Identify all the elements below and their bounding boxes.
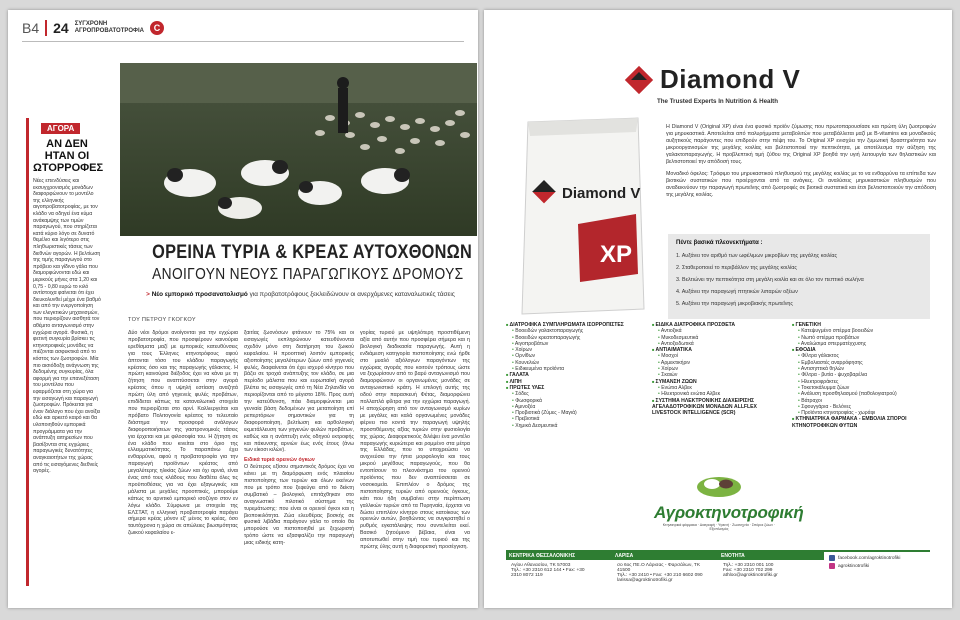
category-heading: ■ ΔΙΑΤΡΟΦΙΚΑ ΣΥΜΠΛΗΡΩΜΑΤΑ ΙΣΟΡΡΟΠΙΣΤΕΣ (506, 322, 634, 328)
category-item: • Ηλεκτροφράκτες (792, 379, 920, 385)
page-number: B4 (22, 20, 40, 36)
headline-secondary: ΑΝΟΙΓΟΥΝ ΝΕΟΥΣ ΠΑΡΑΓΩΓΙΚΟΥΣ ΔΡΟΜΟΥΣ (152, 266, 464, 283)
benefit-item: 2. Σταθεροποιεί το περιβάλλον της μεγάλης κοιλίας (676, 265, 797, 271)
contact-footer (506, 550, 930, 592)
article-column-1 (128, 330, 238, 539)
product-categories-column-3 (792, 322, 920, 429)
category-item: • Σκαιών (652, 372, 780, 378)
category-item: • Αμινοξέα (506, 404, 634, 410)
paragraph: ξαιτίας ζωονόσων φτάνουν το 75% και οι εισαγωγές εκπληρώνουν κατευθύνονται σχεδόν μόνο στη διατήρηση του ζωικού κεφαλαίου. Η προοπτική λοιπόν εμπορικής αξιοποίησης μεγαλύτερων ζώων από γηγενείς φυλές, διαφαίνεται ότι έχει ισχυρό κίνητρο που βάζει σε τροχιά ανάπτυξης τον κλάδο, σε μια περίοδο μάλιστα που και ευρωπαϊκή αγορά βλέπει τις εισαγωγές από τη Νέα Ζηλανδία να περιορίζονται από το μέγιστο 18%. Προς αυτή την κατεύθυνση, πάει διαμορφώνεται μια γενναία βάση δεδομένων για μεταποίηση επί ρεπερτόριων σημαντικών για τη διαφοροποίηση, βελτίωση και αρθολογική εκμετάλλευση των γηγενών φυλών προβάτων, καθώς και η ανάπτυξη ενός οδηγού εκτροφής και πάκυνσης αρνιών έως ενός έτους (άνω των είκοσι κιλών). (244, 330, 354, 454)
category-item: • Βάτραχοι (792, 398, 920, 404)
footer-branch-larisa: ΛΑΡΙΣΑ σο 6ος ΠΕ.Ο Λάρισας - Φαρσάλων, ΤΚ 41500 Τηλ.: +30 2410 • Fax: +30 210 6602 090 larissa@agroktinotrofiki.gr (612, 552, 718, 592)
lead-text: για προβατοτρόφους ξεκλειδώνουν οι ανερχόμενες καταναλωτικές τάσεις (249, 291, 455, 298)
product-categories-column-1 (506, 322, 634, 429)
paragraph: γορίας τυριού με υψηλότερη προστιθέμενη αξία από αυτήν που προσφέρει σήμερα και η βιολογική διαδικασία παραγωγής. Αυτή η ενδιάμεση κατηγορία πιστοποίησης ενώ ήρθε στο μυαλό αξιόλογων παραγόντων της εγχώριας αγοράς που κοιτούν τρόπους ώστε να ξεχωρίσουν από το βαρύ ανταγωνισμό που διαμορφώνουν οι οργανωμένες μονάδες σε ανταγωνιστικό κράτη. Η επιλογή αυτής της οδού στην παρασκευή Φέτας, διαμορφώνει πολλαπλά φίλτρα για την εγχώρια παραγωγή. Η αποχώρηση από τον ανταγωνισμό κυρίων με μεγάλες και καλά οργανωμένες μονάδες φέρνει πιο κοντά την παραγωγή υψηλής προστιθέμενης αξίας τυριών στην φυσιολογία της χώρας. Διαφορετικούς διλέψει ένα μοντέλο παραγωγής κυριώτερα και ρομμένο στα μέτρα της Ελλάδας, που το υποχρεώσει να ανιχνεύσει την ήπια μορφολογία και τους μικρού μεγέθους παραγωγούς, που θα εντοπίσουν το πλεονέκτημα του ορεινού προϊόντος που δεν αναπτύσσεται σε νοσοκομεία. Επιπλέον ο δρόμος της πιστοποίησης τυριών από ορεινούς όγκους, κάτι που ήδη συμβαίνει στην περίπτωση γαλλικών τυριών από τα Πυρηναία, έρχεται να δώσει επιπλέον κίνητρο στους κατοίκους των ορεινών αυτών, βοηθώντας να συγκρατηθεί ο ρυθμός εγκατάλειψης που συντελείται εκεί. Βασικό ζητούμενο βέβαια, είναι να αποτυπωθεί στην τιμή του τυριού και της πρώτης ύλης αυτή η διαφορετική προσέγγιση. (360, 330, 470, 551)
benefits-list (676, 250, 922, 310)
category-heading: ■ ΓΕΝΕΤΙΚΗ (792, 322, 920, 328)
paragraph: Η Diamond V (Original XP) είναι ένα φυσικό προϊόν ζύμωσης που πρωτοπαρουσίασε και πρώτη ύλη ζωοτροφών για μηρυκαστικά. Αποτελείται από παλυρήμματα μεταβολιτών που μεταβάλλεται μαζί με B-vitamins και μοναδικούς αυξητικούς παράγοντες που επιδρούν στην πέψη του. Το Original XP ενισχύει την ζυμωτική δραστηριότητα των μικροοργανισμών της μεγάλης κοιλίας και βελτιστοποιεί την πεπτικότητα, με αποτέλεσμα την αύξηση της γαλακτοπαραγωγής. Η προβλεπτική τιμή ζύθου της Original XP βοηθά την υγιή λειτουργία των θηλαστικών και βελτιστοποιεί την απόδοσή τους. (666, 124, 936, 165)
category-item: • Τοκετοκάλυμμα ζώων (792, 385, 920, 391)
footer-branch-thessaloniki: ΚΕΝΤΡΙΚΑ ΘΕΣΣΑΛΟΝΙΚΗΣ Αγίου Αθανασίου, ΤΚ 57003 Τηλ.: +30 2310 612 144 • Fax: +30 2310 8072 119 (506, 552, 612, 592)
category-heading: ■ ΓΑΛΑΤΑ (506, 372, 634, 378)
agro-logo-text: Αγροκτηνοτροφική (654, 503, 804, 522)
lead-bold: Νέο εμπορικό προσανατολισμό (151, 291, 248, 298)
agroktinotrofiki-logo (654, 472, 804, 531)
category-heading: ■ ΕΙΔΙΚΑ ΔΙΑΤΡΟΦΙΚΑ ΠΡΟΣΘΕΤΑ (652, 322, 780, 328)
instagram-icon (829, 563, 835, 569)
category-item: • Μυκοδεσμευτικά (652, 335, 780, 341)
brand-tagline: The Trusted Experts In Nutrition & Health (657, 98, 779, 105)
article-lead (128, 291, 473, 298)
product-description (666, 124, 936, 204)
category-item: • Ενώτια Αλβεκ (652, 385, 780, 391)
category-item: • Βοοειδών κρεατοπαραγωγής (506, 335, 634, 341)
category-heading: ■ ΠΡΩΤΕΣ ΥΛΕΣ (506, 385, 634, 391)
category-item: • Αιγοπροβάτων (506, 341, 634, 347)
category-item: • Μοσχοί (652, 353, 780, 359)
product-categories-column-2 (652, 322, 780, 416)
category-item: • Νωπό σπέρμα προβάτων (792, 335, 920, 341)
bag-brand-text: Diamond V (562, 185, 641, 202)
category-item: • Χοίρων (652, 366, 780, 372)
category-heading: ■ ΣΥΣΤΗΜΑ ΗΛΕΚΤΡΟΝΙΚΗΣ ΔΙΑΧΕΙΡΙΣΗΣ ΑΓΕΛΑΔΟΤΡΟΦΙΚΩΝ ΜΟΝΑΔΩΝ ALLFLEX LIVESTOCK INTELLIGENCE (SCR) (652, 398, 780, 417)
category-item: • Προβιοτικά (Ζύμες - Μαγιά) (506, 410, 634, 416)
diamond-v-brand (624, 64, 800, 95)
article-column-3 (360, 330, 470, 553)
footer-branch-enotita: ΕΝΟΤΗΤΑ Τηλ.: +30 2310 001 100 Fax: +30 2310 702 299 athloo@agroktinotrofiki.gr (718, 552, 824, 592)
category-heading: ■ ΕΦΟΔΙΑ (792, 347, 920, 353)
benefit-item: 5. Αυξάνει την παραγωγή μικροβιακής πρωτεΐνης (676, 301, 793, 307)
benefits-box (668, 234, 930, 319)
category-item: • Σόδες (506, 391, 634, 397)
lead-arrow-icon: > (146, 291, 150, 298)
social-facebook[interactable]: facebook.com/agroktinotrofiki (829, 555, 925, 561)
category-item: • Φίλτρα - βυτία - ψυχοβαρέλια (792, 372, 920, 378)
bag-product-text: XP (600, 241, 633, 268)
category-item: • Πρεβιοτικά (506, 416, 634, 422)
facebook-icon (829, 555, 835, 561)
category-item: • Ειδικευμένα προϊόντα (506, 366, 634, 372)
category-item: • Αναλώσιμα σπερματέγχυσης (792, 341, 920, 347)
benefit-item: 3. Βελτιώνει την πεπτικότητα στη μεγάλη κοιλία και σε όλο τον πεπτικό σωλήνα (676, 277, 864, 283)
sidebar-kicker: ΑΓΟΡΑ (41, 123, 80, 134)
category-heading: ■ ΣΥΜΑΝΣΗ ΖΩΩΝ (652, 379, 780, 385)
category-item: • Αντιοξειδωτικά (652, 341, 780, 347)
benefit-item: 4. Αυξάνει την παραγωγή πτητικών λιπαρών οξέων (676, 289, 798, 295)
header-rule (22, 41, 464, 42)
page-header (22, 18, 164, 38)
category-item: • Αρμεκτικήριν (652, 360, 780, 366)
category-item: • Κουνελιών (506, 360, 634, 366)
headline-primary: ΟΡΕΙΝΑ ΤΥΡΙΑ & ΚΡΕΑΣ ΑΥΤΟΧΘΟΝΩΝ (152, 242, 473, 263)
header-divider (45, 20, 47, 36)
category-item: • Χημικά Δεσμευτικά (506, 423, 634, 429)
benefits-title: Πέντε βασικά πλεονεκτήματα : (676, 240, 763, 246)
sidebar-text: Νέες επενδύσεις και εκσυγχρονισμός μονάδων διαφορφώνουν το μοντέλο της ελληνικής αιγοπροβατοτροφίας, με τον κλάδο να οδηγεί ένα κύμα ανάκαμψης των τιμών παραγωγού, που στηρίζεται κατά κύριο λόγο σε δυνατό θεμέλιο και λιγότερο στις πληθωριστικές τάσεις των διεθνών αγορών. Η βελτίωση της τιμής παραγωγού στο πρόβειο και γίδινο γάλα που διαμορφώνονται εδώ και μερικούς μήνες στα 1,20 και 0,75 - 0,80 ευρώ το κιλό αντίστοιχα φαίνεται ότι έχει διευκολυνθεί μέχρι ένα βαθμό και από την ενεργοποίηση των ελεγκτικών μηχανισμών, που περιορίζουν αισθητά τον αθέμιτο ανταγωνισμό στην εγχώρια αγορά. Φυσικά, η φετινή συγκυρία βρίσκει τις κτηνοτροφικές μονάδες να πιέζονται ασφυκτικά από το κόστος των ζωοτροφών. Μία πιο αισιόδοξη ανάγνωση της δεδομένης συγκυρίας, όλα αφορμή για την επανεξέταση του μοντέλου που εφαρμόζεται στη χώρα για την εισαγωγή και παραγωγή ζωοτροφών. Πρόκειται για έναν διάλογο που έχει ανοίξει εδώ και αρκετό καιρό και θα υλοποιηθούν εμπορικά προγράμματα για την ανάπτυξη αιτηρεσίων που βασίζονται στις εγχώριες παραγωγικές δυνατότητες αναγκαιοτήτων της χώρας από τις εισαγόμενες διεθνείς αγορές. (33, 178, 101, 475)
farm-animals-logo-icon (694, 472, 744, 498)
issue-number: 24 (53, 20, 69, 36)
category-heading: ■ ΑΝΤΙΑΙΜΑΤΙΚΑ (652, 347, 780, 353)
brand-name: Diamond V (660, 64, 801, 94)
category-heading: ■ ΚΤΗΝΙΑΤΡΙΚΑ ΦΑΡΜΑΚΑ - ΕΜΒΟΛΙΑ ΣΠΟΡΟΙ ΚΤΗΝΟΤΡΟΦΙΚΩΝ ΦΥΤΩΝ (792, 416, 920, 429)
category-item: • Ανάλυση προσθηλασμού (παθολογιατρού) (792, 391, 920, 397)
article-column-2 (244, 330, 354, 549)
advert-right-page (484, 10, 952, 608)
feed-bag-image (508, 114, 660, 320)
sidebar-title: ΑΝ ΔΕΝ ΗΤΑΝ ΟΙ ΩΤΟΡΡΟΦΕΣ (33, 138, 104, 174)
article-subhead: Ειδικά τυριά ορεινών όγκων (244, 457, 315, 464)
byline: ΤΟΥ ΠΕΤΡΟΥ ΓΚΟΓΚΟΥ (128, 317, 196, 323)
market-sidebar (26, 118, 104, 586)
benefit-item: 1. Αυξάνει τον αριθμό των ωφέλιμων μικροβίων της μεγάλης κοιλίας (676, 253, 838, 259)
social-instagram[interactable]: agroktinotrofiki (829, 563, 925, 569)
category-item: • Φωσφορικά (506, 398, 634, 404)
publication-logo-icon: C (150, 21, 164, 35)
paragraph: Δύο νέοι δρόμοι ανοίγονται για την εγχώρια προβατοτροφία, που προσφέρουν καινούρια ερεθίσματα μαζί με εμπορικές κατευθύνσεις για τους Έλληνες κτηνοτρόφους αφού άπτονται τόσο του κλάδου παραγωγής κρέατος όσο και της παραγωγής γάλακτος. Η πρώτη καινούρια διέξοδος έχει να κάνει με τη ζήτηση που αναπτύσσεται στην αγορά κρέατος όπου η υψηλή εστίαση αναζητά πρώτη ύλη από γηγενείς φυλές προβάτων, επιδίδεται κάπως τα καταναλωτικά στοιχεία που περιορίζεται στο αρνί. Καλλιεργείται και πρόβατο Πολιτογονία κρέατος το τελευταίο διάστημα την προσφορά ανάλογων διαφοροποιήσεων της γαστρονομικές τάσεις για έρχεται και με φιλοσοφία του. Η ζήτηση σε ένα κλάδο που κινείται στο όριο της ελλειμματικότητας. Το παραπάνω έχει ενθαρρύνει, αφού η προβατοτροφία για την παραγωγή προϊόντων κρέατος από μεγαλύτερης ηλικίας ζώων και όχι αρνιά, είναι ένας από τους κλάδους που διαθέτει όλες τις προϋποθέσεις για να έχει εξαγωγικές και μάλιστα με μεγάλες προοπτικές, μπορούμε κάπως το αρνιτικό εμπορικό ισοζύγιο στον εν λόγω κλάδο. Σύμφωνα με στοιχεία της ΕΛΣΤΑΤ, η ελληνική προβατοτροφία παράγει σήμερα κρέας μόνον εξ' μένος το κρέας, όσο ταυτόχρονα η χώρα σε απώλειες βιωσιμότητας ζωικού κεφαλαίου ε- (128, 330, 238, 537)
category-item: • Σφουγγάρια - Βελόνες (792, 404, 920, 410)
category-heading: ■ ΛΙΠΗ (506, 379, 634, 385)
footer-social (824, 552, 930, 592)
category-item: • Βοοειδών γαλακτοπαραγωγής (506, 328, 634, 334)
agro-logo-subtitle: Κτηνιατρικά φάρμακα · Διατροφή · Υγιεινή · Ζωοτεχνία · Σπόροι ζώων · Εξοπλισμός (662, 523, 776, 531)
category-item: • Χοίρων (506, 347, 634, 353)
category-item: • Αντισηπτικά θηλών (792, 366, 920, 372)
publication-name: ΣΥΓΧΡΟΝΗ ΑΓΡΟΠΡΟΒΑΤΟΤΡΟΦΙΑ (74, 21, 144, 34)
category-item: • Ηλεκτρονικά ενώτια Αλβεκ (652, 391, 780, 397)
category-item: • Ορνίθων (506, 353, 634, 359)
shepherd-sheep-photo (120, 63, 477, 236)
paragraph: Ο δεύτερος εξίσου σημαντικός δρόμος έχει να κάνει με τη διαμόρφωση ενός πλαισίου πιστοποίησης των τυριών και όλων εκείνων που με τρόπο που ξεφεύγει από το δείκτη συμβατικό – βιολογικό, επιτάχθηκαν στο αναγνωστικό πιλοτικό σύστημα της τυρεμάτωσης: που είναι οι ορεινοί όγκοι και η βιοποικιλότητα. Ζώα ελευθέρας βοσκής σε φυσικά λιβάδια παράγουν γάλα το οποίο θα μπορούσε να πιστοποιηθεί με ξεχωριστή τρόπο ώστε να εξασφαλίζει την παραγωγή μιας ειδικής κατη- (244, 464, 354, 547)
category-item: • Κατεψυγμένο σπέρμα βοοειδών (792, 328, 920, 334)
paragraph: Μοναδικό όφελος: Τρόφιμο του μηρυκαστικού πληθυσμού της μεγάλης κοιλίας με το να ενθαρρύνει τα επίπεδα των βιοτικών συστατικών που προέρχονται από τα ανάγκες. Οι αναλύσεις μηρυκαστικών πληθυσμών που αναδεικνύουν την παραγωγή πρωτεΐνης από ζωοτροφές σε βιοτικά συστατικά και έτσι βελτιστοποιούν την απόδοση της μεγάλης κοιλίας. (666, 171, 936, 198)
category-item: • Εμβολιαστές αναρρόφησης (792, 360, 920, 366)
category-item: • Αντιοξικά (652, 328, 780, 334)
diamond-v-logo-icon (624, 65, 654, 95)
category-item: • Προϊόντα κτηνοτροφίας - χωράφι (792, 410, 920, 416)
category-item: • Φίλτρα γάλακτος (792, 353, 920, 359)
magazine-left-page (8, 10, 478, 608)
